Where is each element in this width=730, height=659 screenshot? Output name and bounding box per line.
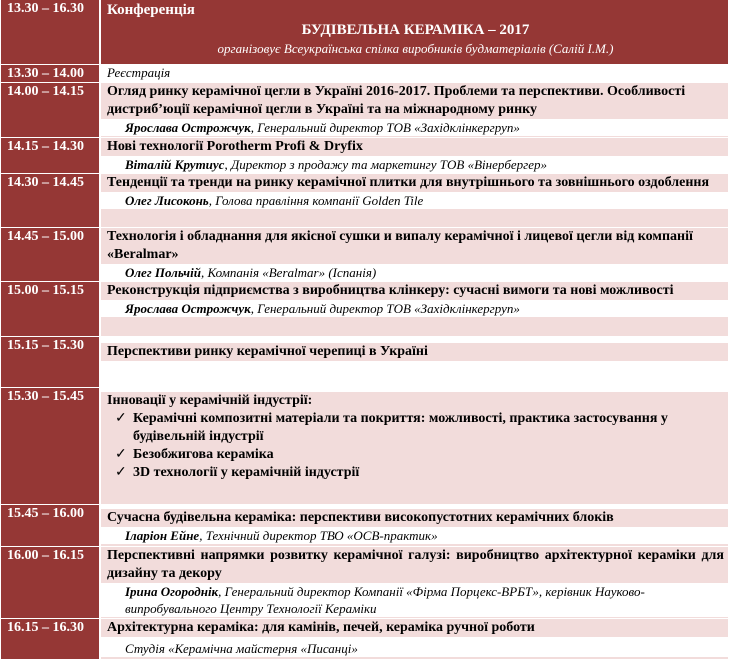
speaker-name: Олег Польчій <box>125 265 201 280</box>
schedule-row <box>1 547 728 619</box>
speaker <box>101 264 728 281</box>
speaker-role: , Генеральний директор Компанії «Фірма Порцекс-ВРБТ», керівник Науково-випробувального Центру Технології Кераміки <box>125 584 645 616</box>
row-content <box>101 228 728 281</box>
list-item-text: 3D технології у керамічній індустрії <box>133 465 360 480</box>
row-content <box>101 337 728 387</box>
conference-organizer: організовує Всеукраїнська спілка виробників будматеріалів (Салій І.М.) <box>217 41 614 56</box>
talk-title: Архітектурна кераміка: для камінів, печей, кераміка ручної роботи <box>107 620 535 635</box>
row-spacer <box>101 361 728 387</box>
speaker-role: , Компанія «Beralmar» (Іспанія) <box>200 265 377 280</box>
schedule-row <box>1 505 728 547</box>
speaker-role: , Директор з продажу та маркетингу ТОВ «Вінербергер» <box>224 157 548 172</box>
schedule-row <box>1 619 728 659</box>
innovation-list <box>107 410 724 482</box>
speaker-role: , Генеральний директор ТОВ «Західклінкергруп» <box>250 301 520 316</box>
row-time: 15.00 – 15.15 <box>1 282 101 336</box>
schedule-row <box>1 228 728 282</box>
row-time: 14.15 – 14.30 <box>1 138 101 173</box>
talk-title: Нові технології Porotherm Profi & Dryfix <box>107 139 363 154</box>
row-time: 16.15 – 16.30 <box>1 619 101 659</box>
row-content <box>101 505 728 546</box>
row-time: 16.00 – 16.15 <box>1 547 101 618</box>
registration-text: Реєстрація <box>107 65 171 80</box>
row-time: 15.45 – 16.00 <box>1 505 101 546</box>
speaker <box>101 156 728 173</box>
list-item <box>115 410 724 446</box>
row-time: 15.15 – 15.30 <box>1 337 101 387</box>
speaker <box>101 300 728 317</box>
list-item-text: Безобжигова кераміка <box>133 447 274 462</box>
list-item <box>115 464 724 482</box>
row-content <box>101 547 728 618</box>
row-content <box>101 282 728 336</box>
schedule-row <box>1 337 728 388</box>
schedule-row <box>1 388 728 505</box>
row-content <box>101 83 728 137</box>
row-time: 14.30 – 14.45 <box>1 174 101 227</box>
conference-title: БУДІВЕЛЬНА КЕРАМІКА – 2017 <box>301 22 530 38</box>
talk-title: Огляд ринку керамічної цегли в Україні 2016-2017. Проблеми та перспективи. Особливості дистриб’юції керамічної цегли в Україні та на міжнародному ринку <box>107 84 686 117</box>
check-icon: ✓ <box>115 447 127 462</box>
talk-title: Тенденції та тренди на ринку керамічної плитки для внутрішнього та зовнішнього оздоблення <box>107 175 710 190</box>
row-content <box>101 174 728 227</box>
talk-title: Реконструкція підприємства з виробництва клінкеру: сучасні вимоги та нові можливості <box>107 283 674 298</box>
schedule-row <box>1 138 728 174</box>
talk-title: Технологія і обладнання для якісної сушки и випалу керамічної і лицевої цегли від компанії «Beralmar» <box>107 229 693 262</box>
header-row <box>1 0 728 65</box>
row-content <box>101 138 728 173</box>
conference-label: Конференція <box>107 2 195 18</box>
schedule-row <box>1 65 728 83</box>
speaker-name: Ірина Огороднік <box>125 584 219 599</box>
speaker-role: , Голова правління компанії Golden Tile <box>208 193 424 208</box>
header-time: 13.30 – 16.30 <box>1 0 101 64</box>
speaker-name: Іларіон Ейне <box>125 528 200 543</box>
row-content <box>101 65 728 82</box>
speaker-name: Ярослава Острожчук <box>125 301 251 316</box>
row-content <box>101 388 728 504</box>
talk-title: Сучасна будівельна кераміка: перспективи високопустотних керамічних блоків <box>107 510 614 525</box>
talk-title: Перспективи ринку керамічної черепиці в Україні <box>107 344 428 359</box>
row-time: 15.30 – 15.45 <box>1 388 101 504</box>
check-icon: ✓ <box>115 465 127 480</box>
speaker-role: , Технічний директор ТВО «ОСВ-практик» <box>199 528 438 543</box>
schedule-table <box>1 0 728 659</box>
speaker-role: , Генеральний директор ТОВ «Західклінкергруп» <box>250 120 520 135</box>
row-time: 13.30 – 14.00 <box>1 65 101 82</box>
schedule-row <box>1 174 728 228</box>
schedule-row <box>1 282 728 337</box>
row-time: 14.45 – 15.00 <box>1 228 101 281</box>
speaker <box>101 192 728 209</box>
speaker-name: Олег Лисоконь <box>125 193 209 208</box>
speaker <box>101 637 728 657</box>
speaker-name: Ярослава Острожчук <box>125 120 251 135</box>
talk-title: Інновації у керамічній індустрії: <box>107 393 313 408</box>
talk-title: Перспективні напрямки розвитку керамічної галузі: виробництво архітектурної кераміки для дизайну та декору <box>107 548 724 581</box>
list-item-text: Керамічні композитні матеріали та покриття: можливості, практика застосування у будівельній індустрії <box>133 411 668 444</box>
row-time: 14.00 – 14.15 <box>1 83 101 137</box>
header-content <box>101 0 728 64</box>
speaker <box>101 583 728 617</box>
speaker-name: Віталій Крутиус <box>125 157 225 172</box>
speaker <box>101 119 728 136</box>
row-content <box>101 619 728 659</box>
speaker-role: Студія «Керамічна майстерня «Писанці» <box>125 641 358 656</box>
schedule-row <box>1 83 728 138</box>
list-item <box>115 446 724 464</box>
speaker <box>101 527 728 544</box>
check-icon: ✓ <box>115 411 127 426</box>
